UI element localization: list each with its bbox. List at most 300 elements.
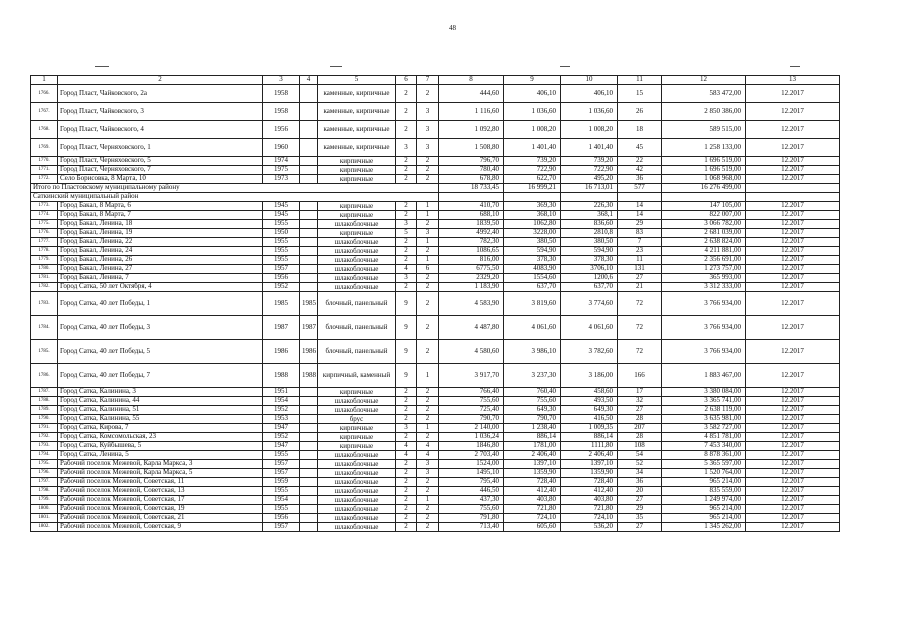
table-cell: 1800. — [31, 505, 58, 514]
table-cell: 4 — [417, 451, 439, 460]
table-cell — [300, 166, 318, 175]
table-cell: 12.2017 — [746, 460, 840, 469]
table-cell: 2 850 386,00 — [662, 103, 746, 121]
table-cell: 12.2017 — [746, 496, 840, 505]
table-cell: 2 — [396, 505, 417, 514]
table-cell: 2 — [396, 514, 417, 523]
table-cell: 3 — [417, 460, 439, 469]
table-cell: 1 401,40 — [561, 139, 618, 157]
table-cell: Рабочий поселок Межевой, Советская, 9 — [58, 523, 263, 532]
table-cell: 2 703,40 — [439, 451, 504, 460]
table-cell: 12.2017 — [746, 229, 840, 238]
table-cell: 1 520 764,00 — [662, 469, 746, 478]
table-cell: кирпичные — [318, 202, 396, 211]
table-cell: 2 — [396, 211, 417, 220]
table-cell: 20 — [618, 487, 662, 496]
table-cell: 1524,00 — [439, 460, 504, 469]
table-cell: 22 — [618, 157, 662, 166]
table-cell: 2 — [417, 415, 439, 424]
table-cell: 12.2017 — [746, 256, 840, 265]
table-cell: 2 — [417, 274, 439, 283]
table-cell: 1957 — [263, 523, 300, 532]
table-cell: блочный, панельный — [318, 340, 396, 364]
table-cell: 1 883 467,00 — [662, 364, 746, 388]
table-cell: 412,40 — [561, 487, 618, 496]
table-cell: 722,90 — [561, 166, 618, 175]
table-cell — [300, 415, 318, 424]
table-cell: 365 993,00 — [662, 274, 746, 283]
table-cell: Город Бакал, Ленина, 26 — [58, 256, 263, 265]
table-cell: Город Сатка, 50 лет Октября, 4 — [58, 283, 263, 292]
table-cell — [300, 103, 318, 121]
table-row — [31, 121, 840, 139]
table-cell: 2 — [396, 85, 417, 103]
table-cell: кирпичные — [318, 175, 396, 184]
table-cell: 3 — [417, 229, 439, 238]
table-cell: 1 116,60 — [439, 103, 504, 121]
table-cell: 12.2017 — [746, 157, 840, 166]
table-cell: 1798. — [31, 487, 58, 496]
table-cell: 12.2017 — [746, 388, 840, 397]
table-cell: 12.2017 — [746, 451, 840, 460]
table-row — [31, 103, 840, 121]
table-cell: 12.2017 — [746, 340, 840, 364]
table-cell: 12.2017 — [746, 175, 840, 184]
table-cell: 12.2017 — [746, 238, 840, 247]
table-cell: Город Бакал, Ленина, 27 — [58, 265, 263, 274]
table-cell: 1958 — [263, 103, 300, 121]
table-cell: 7 453 340,00 — [662, 442, 746, 451]
table-cell: 1790. — [31, 415, 58, 424]
table-cell: 3 582 727,00 — [662, 424, 746, 433]
table-cell: 1959 — [263, 478, 300, 487]
table-cell: 1 — [417, 496, 439, 505]
table-cell: кирпичные — [318, 442, 396, 451]
table-cell: 4 — [396, 265, 417, 274]
table-cell: 1947 — [263, 424, 300, 433]
table-cell: 2 — [396, 433, 417, 442]
table-cell: 1955 — [263, 220, 300, 229]
table-cell — [300, 283, 318, 292]
table-cell: 1794. — [31, 451, 58, 460]
table-row — [31, 505, 840, 514]
table-cell: 36 — [618, 478, 662, 487]
table-cell: шлакоблочные — [318, 283, 396, 292]
table-cell: Город Сатка, Калинина, 44 — [58, 397, 263, 406]
table-cell: 12.2017 — [746, 265, 840, 274]
table-cell: 1975 — [263, 166, 300, 175]
table-cell: 1801. — [31, 514, 58, 523]
table-cell: 4 — [417, 442, 439, 451]
section-heading-row — [31, 193, 840, 202]
table-cell: 12.2017 — [746, 397, 840, 406]
table-cell: кирпичные — [318, 424, 396, 433]
table-cell: 1766. — [31, 85, 58, 103]
table-cell: 3 — [417, 103, 439, 121]
table-cell — [300, 442, 318, 451]
table-cell: 2 — [396, 487, 417, 496]
table-cell: 12.2017 — [746, 121, 840, 139]
table-cell: 2 — [417, 505, 439, 514]
table-cell: Город Бакал, Ленина, 22 — [58, 238, 263, 247]
table-cell: 1951 — [263, 388, 300, 397]
table-cell: 1772. — [31, 175, 58, 184]
table-cell: 410,70 — [439, 202, 504, 211]
table-cell: 12.2017 — [746, 478, 840, 487]
table-cell: 739,20 — [561, 157, 618, 166]
table-cell: 226,30 — [561, 202, 618, 211]
table-cell: 2 — [396, 523, 417, 532]
table-cell: Город Бакал, Ленина, 7 — [58, 274, 263, 283]
page-number: 48 — [449, 24, 456, 32]
table-cell: 36 — [618, 175, 662, 184]
table-cell: 1 258 133,00 — [662, 139, 746, 157]
district-total-row — [31, 184, 840, 193]
table-cell: 2 — [417, 487, 439, 496]
column-number: 13 — [746, 76, 840, 85]
table-cell: 1955 — [263, 451, 300, 460]
table-cell: 1960 — [263, 139, 300, 157]
table-cell: 1 238,40 — [504, 424, 561, 433]
table-cell: 5 365 597,00 — [662, 460, 746, 469]
table-cell — [300, 229, 318, 238]
table-cell: 1788. — [31, 397, 58, 406]
column-number: 10 — [561, 76, 618, 85]
table-cell: Город Сатка, 40 лет Победы, 3 — [58, 316, 263, 340]
table-cell: 4 — [396, 451, 417, 460]
table-cell: 2 — [396, 469, 417, 478]
table-cell — [504, 193, 561, 202]
table-cell: 2 — [396, 157, 417, 166]
table-cell: 1 183,90 — [439, 283, 504, 292]
table-cell: 2 — [417, 388, 439, 397]
table-cell: 1 249 974,00 — [662, 496, 746, 505]
table-cell: 166 — [618, 364, 662, 388]
table-cell: шлакоблочные — [318, 256, 396, 265]
table-cell: 1956 — [263, 121, 300, 139]
table-cell: 1802. — [31, 523, 58, 532]
table-cell: 3 — [396, 220, 417, 229]
table-cell: 1770. — [31, 157, 58, 166]
table-cell: шлакоблочные — [318, 460, 396, 469]
table-cell: 72 — [618, 316, 662, 340]
table-cell: 1957 — [263, 460, 300, 469]
table-cell: кирпичные — [318, 388, 396, 397]
table-cell: 2 406,40 — [561, 451, 618, 460]
table-cell: 755,60 — [504, 397, 561, 406]
table-cell: 28 — [618, 433, 662, 442]
table-cell: 1771. — [31, 166, 58, 175]
district-total-value: 18 733,45 — [439, 184, 504, 193]
table-cell: 1767. — [31, 103, 58, 121]
table-cell: 2 — [396, 388, 417, 397]
table-cell: 12.2017 — [746, 442, 840, 451]
table-cell — [439, 193, 504, 202]
table-cell: 35 — [618, 514, 662, 523]
table-cell: 3 782,60 — [561, 340, 618, 364]
table-cell: 1945 — [263, 202, 300, 211]
table-cell: 1774. — [31, 211, 58, 220]
table-row — [31, 274, 840, 283]
table-cell: 2 — [417, 406, 439, 415]
table-cell: 589 515,00 — [662, 121, 746, 139]
table-cell: 12.2017 — [746, 433, 840, 442]
table-cell: 3 986,10 — [504, 340, 561, 364]
column-number: 3 — [263, 76, 300, 85]
table-cell — [300, 433, 318, 442]
table-cell: 4 — [396, 442, 417, 451]
table-row — [31, 397, 840, 406]
scan-mark — [95, 66, 109, 67]
table-cell: Город Бакал, Ленина, 24 — [58, 247, 263, 256]
table-cell: 12.2017 — [746, 505, 840, 514]
table-cell: 3 917,70 — [439, 364, 504, 388]
table-cell: кирпичные — [318, 166, 396, 175]
table-cell: 1839,50 — [439, 220, 504, 229]
table-cell: 12.2017 — [746, 316, 840, 340]
table-cell: 886,14 — [561, 433, 618, 442]
table-row — [31, 496, 840, 505]
table-cell: 131 — [618, 265, 662, 274]
table-cell: 147 105,00 — [662, 202, 746, 211]
table-cell: кирпичные — [318, 211, 396, 220]
table-cell: 1955 — [263, 505, 300, 514]
table-cell: 2 — [417, 523, 439, 532]
table-cell: 6775,50 — [439, 265, 504, 274]
table-cell: 1111,80 — [561, 442, 618, 451]
table-row — [31, 514, 840, 523]
table-cell: Рабочий поселок Межевой, Карла Маркса, 5 — [58, 469, 263, 478]
table-row — [31, 460, 840, 469]
table-cell: Город Сатка, Кирова, 7 — [58, 424, 263, 433]
table-cell: 721,80 — [561, 505, 618, 514]
table-cell — [300, 460, 318, 469]
table-cell: 34 — [618, 469, 662, 478]
table-cell: 12.2017 — [746, 85, 840, 103]
table-cell: 42 — [618, 166, 662, 175]
table-cell: блочный, панельный — [318, 292, 396, 316]
table-cell: 493,50 — [561, 397, 618, 406]
table-cell: 1958 — [263, 85, 300, 103]
district-total-value: 16 999,21 — [504, 184, 561, 193]
table-cell: 2 — [396, 103, 417, 121]
table-row — [31, 316, 840, 340]
table-cell: 3 — [396, 139, 417, 157]
table-cell: 12.2017 — [746, 103, 840, 121]
table-cell: 1985 — [263, 292, 300, 316]
table-cell: 886,14 — [504, 433, 561, 442]
table-cell: 3 635 981,00 — [662, 415, 746, 424]
table-cell: 1 696 519,00 — [662, 157, 746, 166]
table-cell: 2 — [396, 406, 417, 415]
table-cell: 3 — [417, 469, 439, 478]
table-cell: 1988 — [263, 364, 300, 388]
table-cell: шлакоблочные — [318, 487, 396, 496]
table-cell — [746, 184, 840, 193]
table-cell: каменные, кирпичные — [318, 139, 396, 157]
table-cell: 1781,00 — [504, 442, 561, 451]
table-cell: 755,60 — [439, 505, 504, 514]
table-cell — [662, 193, 746, 202]
table-cell: Город Сатка, Комсомольская, 23 — [58, 433, 263, 442]
table-cell: Город Сатка, 40 лет Победы, 5 — [58, 340, 263, 364]
table-cell: 728,40 — [504, 478, 561, 487]
table-cell: 27 — [618, 274, 662, 283]
table-row — [31, 292, 840, 316]
table-row — [31, 478, 840, 487]
table-cell: кирпичный, каменный — [318, 364, 396, 388]
table-cell: 721,80 — [504, 505, 561, 514]
table-row — [31, 211, 840, 220]
table-cell: 2329,20 — [439, 274, 504, 283]
table-cell: 1775. — [31, 220, 58, 229]
table-cell: 1985 — [300, 292, 318, 316]
table-cell: 4 851 781,00 — [662, 433, 746, 442]
table-cell — [300, 121, 318, 139]
table-cell: 458,60 — [561, 388, 618, 397]
table-cell: 2 — [396, 397, 417, 406]
table-cell: 1062,80 — [504, 220, 561, 229]
table-cell: 2 — [417, 283, 439, 292]
table-cell — [746, 193, 840, 202]
table-cell: 9 — [396, 364, 417, 388]
table-cell: 1 — [417, 211, 439, 220]
table-cell — [618, 193, 662, 202]
table-cell: 1 696 519,00 — [662, 166, 746, 175]
table-cell: 2 638 824,00 — [662, 238, 746, 247]
table-cell: Город Сатка, Калинина, 55 — [58, 415, 263, 424]
table-cell — [300, 85, 318, 103]
table-cell: 7 — [618, 238, 662, 247]
table-cell: 816,00 — [439, 256, 504, 265]
table-cell: 1783. — [31, 292, 58, 316]
table-cell: 594,90 — [504, 247, 561, 256]
table-cell: 3 — [417, 121, 439, 139]
table-cell: 1796. — [31, 469, 58, 478]
table-cell: 1945 — [263, 211, 300, 220]
table-cell: 1 — [417, 364, 439, 388]
table-row — [31, 442, 840, 451]
table-cell: 1799. — [31, 496, 58, 505]
table-cell: 1795. — [31, 460, 58, 469]
table-cell: Город Сатка, 40 лет Победы, 7 — [58, 364, 263, 388]
table-cell: Город Пласт, Черняховского, 1 — [58, 139, 263, 157]
table-row — [31, 238, 840, 247]
table-cell: 9 — [396, 340, 417, 364]
table-cell: 4 580,60 — [439, 340, 504, 364]
table-cell: Город Пласт, Чайковского, 3 — [58, 103, 263, 121]
scan-mark — [560, 66, 570, 67]
table-cell: 403,80 — [504, 496, 561, 505]
table-row — [31, 157, 840, 166]
table-cell: 1786. — [31, 364, 58, 388]
table-cell: шлакоблочные — [318, 496, 396, 505]
table-row — [31, 85, 840, 103]
table-cell: шлакоблочные — [318, 238, 396, 247]
table-cell: 1777. — [31, 238, 58, 247]
table-cell: 26 — [618, 103, 662, 121]
table-cell: 437,30 — [439, 496, 504, 505]
table-row — [31, 469, 840, 478]
table-cell: 835 559,00 — [662, 487, 746, 496]
table-cell: 28 — [618, 415, 662, 424]
table-row — [31, 229, 840, 238]
table-cell: 12.2017 — [746, 247, 840, 256]
table-cell: шлакоблочные — [318, 406, 396, 415]
table-cell: 12.2017 — [746, 406, 840, 415]
table-cell: 1956 — [263, 274, 300, 283]
table-cell: 27 — [618, 496, 662, 505]
table-cell: 1 — [417, 424, 439, 433]
column-number: 8 — [439, 76, 504, 85]
table-cell: шлакоблочные — [318, 274, 396, 283]
table-cell: 2 — [396, 238, 417, 247]
district-total-value: 577 — [618, 184, 662, 193]
table-cell: 1 068 968,00 — [662, 175, 746, 184]
table-row — [31, 388, 840, 397]
table-cell: 207 — [618, 424, 662, 433]
table-cell: 965 214,00 — [662, 478, 746, 487]
column-number: 11 — [618, 76, 662, 85]
table-cell: кирпичные — [318, 229, 396, 238]
table-cell — [300, 424, 318, 433]
table-cell: 1 092,80 — [439, 121, 504, 139]
table-cell: 9 — [396, 316, 417, 340]
table-cell: 1495,10 — [439, 469, 504, 478]
table-cell: 3 — [396, 424, 417, 433]
table-cell: 1953 — [263, 415, 300, 424]
table-cell: 1987 — [300, 316, 318, 340]
table-cell: 1947 — [263, 442, 300, 451]
table-row — [31, 364, 840, 388]
table-cell: 739,20 — [504, 157, 561, 166]
table-cell: 1952 — [263, 406, 300, 415]
table-cell: Город Сатка, Ленина, 5 — [58, 451, 263, 460]
table-cell: Город Пласт, Чайковского, 4 — [58, 121, 263, 139]
table-cell: 1988 — [300, 364, 318, 388]
district-total-value: 16 276 499,00 — [662, 184, 746, 193]
table-cell: 368,1 — [561, 211, 618, 220]
table-cell: 688,10 — [439, 211, 504, 220]
table-cell: 1200,6 — [561, 274, 618, 283]
table-cell: 2 — [396, 202, 417, 211]
table-cell: 791,80 — [439, 514, 504, 523]
table-cell: Город Пласт, Черняховского, 7 — [58, 166, 263, 175]
table-cell: 380,50 — [504, 238, 561, 247]
table-cell: 416,50 — [561, 415, 618, 424]
table-cell: 2 140,00 — [439, 424, 504, 433]
table-cell: 1974 — [263, 157, 300, 166]
table-cell: 4 583,90 — [439, 292, 504, 316]
table-cell: 2 406,40 — [504, 451, 561, 460]
table-cell: 1769. — [31, 139, 58, 157]
table-cell: каменные, кирпичные — [318, 121, 396, 139]
table-cell: 12.2017 — [746, 415, 840, 424]
table-cell — [300, 388, 318, 397]
table-cell: 1 508,80 — [439, 139, 504, 157]
table-cell: 725,40 — [439, 406, 504, 415]
table-cell: 368,10 — [504, 211, 561, 220]
table-cell — [300, 523, 318, 532]
table-cell: 649,30 — [561, 406, 618, 415]
table-cell: 14 — [618, 202, 662, 211]
table-cell: 2 — [396, 247, 417, 256]
table-cell: каменные, кирпичные — [318, 85, 396, 103]
table-cell: 2 — [417, 220, 439, 229]
table-cell: 2 — [396, 121, 417, 139]
table-cell: блочный, панельный — [318, 316, 396, 340]
table-cell: 6 — [417, 265, 439, 274]
